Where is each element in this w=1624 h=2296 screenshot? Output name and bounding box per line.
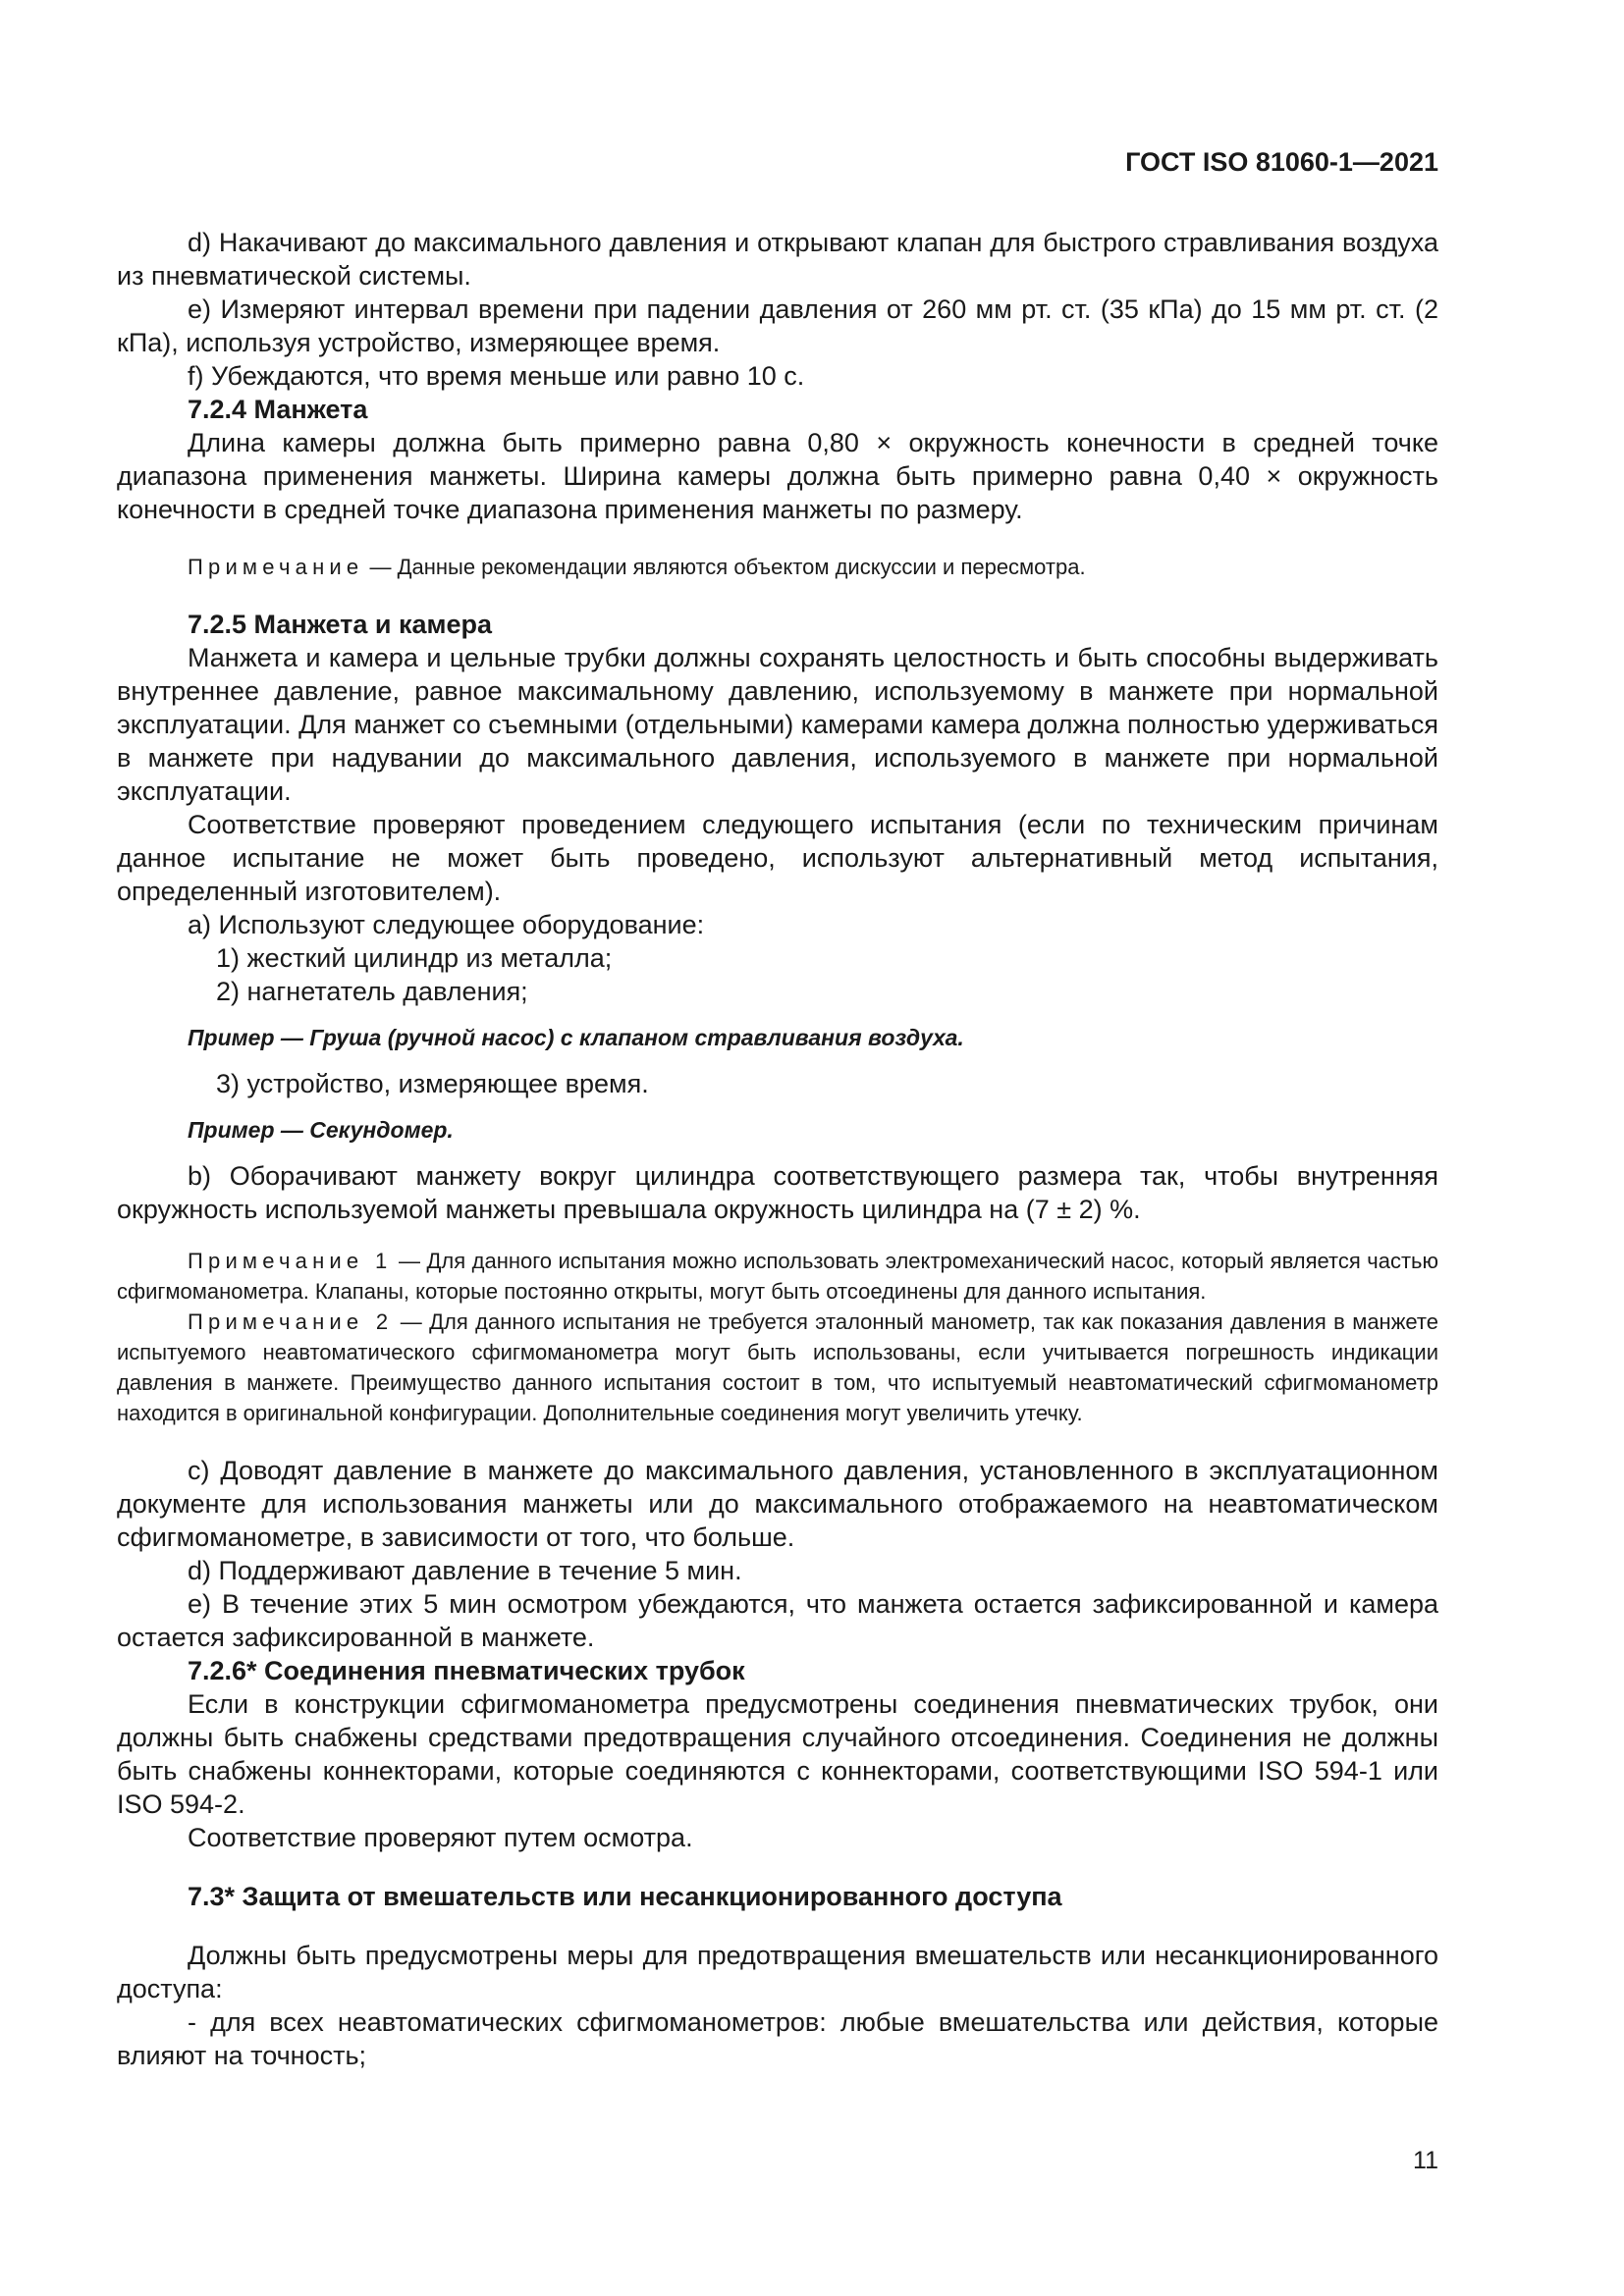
note-2-label: Примечание 2: [188, 1309, 394, 1334]
note-1-label: Примечание 1: [188, 1249, 393, 1273]
document-body: [117, 226, 1438, 2072]
list-item-pressure-source: 2) нагнетатель давления;: [216, 977, 528, 1006]
example-stopwatch: Пример — Секундомер.: [188, 1117, 454, 1143]
note-label: Примечание: [188, 555, 364, 579]
paragraph-tamper-list-item: - для всех неавтоматических сфигмоманометров: любые вмешательства или действия, которые влияют на точность;: [117, 2007, 1438, 2070]
paragraph-step-f: f) Убеждаются, что время меньше или равно 10 с.: [188, 361, 805, 391]
paragraph-compliance-test: Соответствие проверяют проведением следующего испытания (если по техническим причинам данное испытание не может быть проведено, используют альтернативный метод испытания, определенный изготовителем).: [117, 810, 1438, 906]
paragraph-tamper-measures: Должны быть предусмотрены меры для предотвращения вмешательств или несанкционированного доступа:: [117, 1941, 1438, 2003]
paragraph-cuff-dimensions: Длина камеры должна быть примерно равна 0,80 × окружность конечности в средней точке диапазона применения манжеты. Ширина камеры должна быть примерно равна 0,40 × окружность конечности в средней точке диапазона применения манжеты по размеру.: [117, 428, 1438, 524]
note-recommendations: [117, 552, 1438, 582]
page-number: 11: [1413, 2147, 1438, 2174]
paragraph-step-d: d) Накачивают до максимального давления и открывают клапан для быстрого стравливания воздуха из пневматической системы.: [117, 228, 1438, 291]
document-code-header: ГОСТ ISO 81060-1—2021: [1125, 147, 1438, 177]
note-2-text: — Для данного испытания не требуется эталонный манометр, так как показания давления в манжете испытуемого неавтоматического сфигмоманометра могут быть использованы, если учитывается погрешность индикации давления в манжете. Преимущество данного испытания состоит в том, что испытуемый неавтоматический сфигмоманометр находится в оригинальной конфигурации. Дополнительные соединения могут увеличить утечку.: [117, 1309, 1438, 1425]
note-2: [117, 1307, 1438, 1428]
section-heading-7-3: 7.3* Защита от вмешательств или несанкционированного доступа: [188, 1882, 1062, 1911]
section-heading-7-2-6: 7.2.6* Соединения пневматических трубок: [188, 1656, 745, 1685]
example-bulb: Пример — Груша (ручной насос) с клапаном стравливания воздуха.: [188, 1025, 964, 1050]
paragraph-tube-connections: Если в конструкции сфигмоманометра предусмотрены соединения пневматических трубок, они должны быть снабжены средствами предотвращения случайного отсоединения. Соединения не должны быть снабжены коннекторами, которые соединяются с коннекторами, соответствующими ISO 594-1 или ISO 594-2.: [117, 1689, 1438, 1819]
paragraph-step-e: e) Измеряют интервал времени при падении давления от 260 мм рт. ст. (35 кПа) до 15 мм рт. ст. (2 кПа), используя устройство, измеряющее время.: [117, 294, 1438, 357]
note-1-text: — Для данного испытания можно использовать электромеханический насос, который является частью сфигмоманометра. Клапаны, которые постоянно открыты, могут быть отсоединены для данного испытания.: [117, 1249, 1438, 1304]
paragraph-step-c: c) Доводят давление в манжете до максимального давления, установленного в эксплуатационном документе для использования манжеты или до максимального отображаемого на неавтоматическом сфигмоманометре, в зависимости от того, что больше.: [117, 1456, 1438, 1552]
section-heading-7-2-4: 7.2.4 Манжета: [188, 395, 368, 424]
list-item-timer: 3) устройство, измеряющее время.: [216, 1069, 649, 1098]
note-1: [117, 1246, 1438, 1307]
paragraph-equipment: a) Используют следующее оборудование:: [188, 910, 705, 939]
paragraph-step-b: b) Оборачивают манжету вокруг цилиндра соответствующего размера так, чтобы внутренняя окружность используемой манжеты превышала окружность цилиндра на (7 ± 2) %.: [117, 1161, 1438, 1224]
paragraph-step-e-inspect: e) В течение этих 5 мин осмотром убеждаются, что манжета остается зафиксированной и камера остается зафиксированной в манжете.: [117, 1589, 1438, 1652]
section-heading-7-2-5: 7.2.5 Манжета и камера: [188, 610, 493, 639]
list-item-cylinder: 1) жесткий цилиндр из металла;: [216, 943, 613, 973]
paragraph-cuff-integrity: Манжета и камера и цельные трубки должны сохранять целостность и быть способны выдерживать внутреннее давление, равное максимальному давлению, используемому в манжете при нормальной эксплуатации. Для манжет со съемными (отдельными) камерами камера должна полностью удерживаться в манжете при надувании до максимального давления, используемого в манжете при нормальной эксплуатации.: [117, 643, 1438, 806]
paragraph-inspection: Соответствие проверяют путем осмотра.: [188, 1823, 693, 1852]
paragraph-step-d-hold: d) Поддерживают давление в течение 5 мин.: [188, 1556, 742, 1585]
note-text: — Данные рекомендации являются объектом дискуссии и пересмотра.: [363, 555, 1086, 579]
